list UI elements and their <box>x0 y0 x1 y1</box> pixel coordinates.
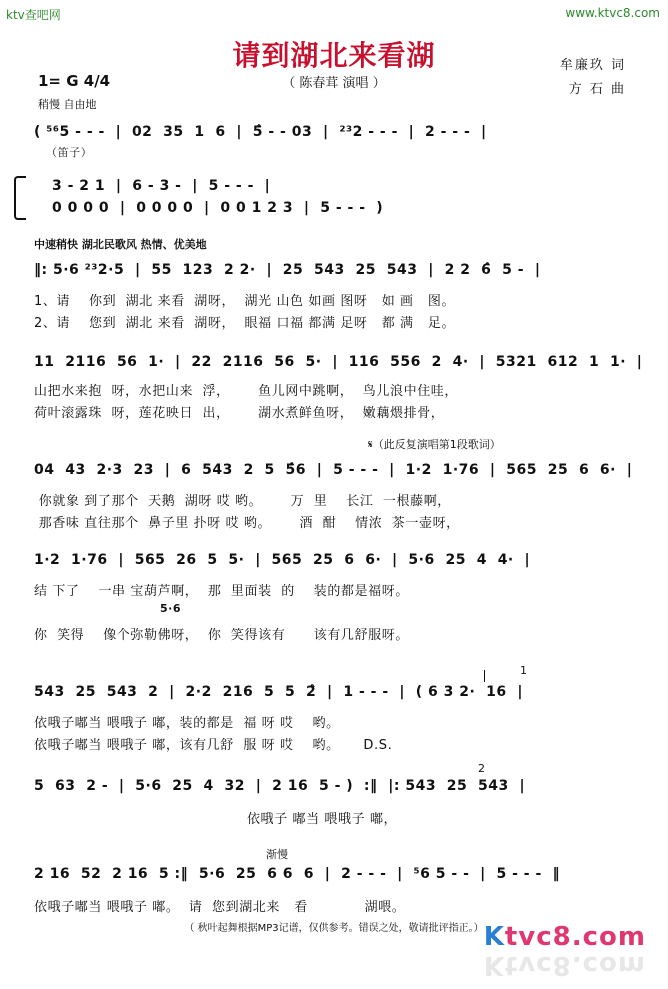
system-4-lyric-verse-1: 结 下了 一串 宝葫芦啊， 那 里面装 的 装的都是福呀。 <box>34 584 409 599</box>
site-label-left: ktv查吧网 <box>6 8 61 22</box>
system-6-lyric: 依哦子 嘟当 喂哦子 嘟， <box>34 812 398 827</box>
grace-notes: 5·6 <box>160 602 181 615</box>
system-4-lyric-verse-2: 你 笑得 像个弥勒佛呀， 你 笑得该有 该有几舒服呀。 <box>34 628 409 643</box>
logo-reflection: Ktvc8.com <box>483 950 646 980</box>
lyricist-credit: 牟廉玖 词 <box>559 58 626 73</box>
segno-repeat-note: 𝄋（此反复演唱第1段歌词） <box>368 438 501 451</box>
footer-note: （ 秋叶起舞根据MP3记谱，仅供参考。错误之处，敬请批评指正。） <box>184 923 484 934</box>
system-6-notes: 5 63 2 - | 5·6 25 4 32 | 2 16 5 - ) :‖ |: 543 25 543 | <box>34 778 526 794</box>
system-7-notes: 2 16 52 2 16 5 :‖ 5·6 25 6 6 6 | 2 - - - | ⁵6 5 - - | 5 - - - ‖ <box>34 866 561 882</box>
ktvc8-logo <box>484 922 646 952</box>
volta-bracket <box>484 670 485 682</box>
key-signature: 1= G 4/4 <box>38 72 111 90</box>
system-5-lyric-verse-2: 依哦子嘟当 喂哦子 嘟，该有几舒 服 呀 哎 哟。 D.S. <box>34 738 393 753</box>
section-marking: 中速稍快 湖北民歌风 热情、优美地 <box>34 238 207 251</box>
intro-notation-row: ( ⁵⁶5 - - - | 02 35 1 6 | 5̂ - - 03 | ²³2 - - - | 2 - - - | <box>34 124 487 140</box>
flute-label: （笛子） <box>46 146 93 159</box>
volta-2: 2 <box>478 762 485 775</box>
system-2-lyric-verse-2: 荷叶滚露珠 呀，莲花映日 出， 湖水煮鲜鱼呀， 嫩藕煨排骨， <box>34 406 445 421</box>
volta-1: 1 <box>520 664 527 677</box>
staff-brace <box>14 176 26 220</box>
song-title: 请到湖北来看湖 <box>232 39 436 72</box>
system-3-lyric-verse-1: 你就象 到了那个 天鹅 湖呀 哎 哟。 万 里 长江 一根藤啊， <box>34 494 451 509</box>
system-4-notes: 1·2 1·76 | 565 26 5 5· | 565 25 6 6· | 5·6 25 4 4· | <box>34 552 531 568</box>
intro-lower-voice: 0 0 0 0 | 0 0 0 0 | 0 0 1 2 3 | 5 - - - ) <box>52 200 384 216</box>
system-1-notes: ‖: 5·6 ²³2·5 | 55 123 2 2· | 25 543 25 543 | 2 2 6̂ 5 - | <box>34 262 541 278</box>
system-2-lyric-verse-1: 山把水来抱 呀，水把山来 浮， 鱼儿网中跳啊， 鸟儿浪中住哇， <box>34 384 458 399</box>
ritardando-marking: 渐慢 <box>266 848 288 861</box>
system-5-notes: 543 25 543 2 | 2·2 216 5 5 2̂ | 1 - - - | ( 6 3 2· 16 | <box>34 684 523 700</box>
system-1-lyric-verse-1: 1、请 你到 湖北 来看 湖呀， 湖光 山色 如画 图呀 如 画 图。 <box>34 294 456 309</box>
system-5-lyric-verse-1: 依哦子嘟当 喂哦子 嘟，装的都是 福 呀 哎 哟。 <box>34 716 340 731</box>
system-2-notes: 11 2116 56 1· | 22 2116 56 5· | 116 556 2 4· | 5321 612 1 1· | <box>34 354 643 370</box>
system-1-lyric-verse-2: 2、请 您到 湖北 来看 湖呀， 眼福 口福 都满 足呀 都 满 足。 <box>34 316 456 331</box>
intro-upper-voice: 3 - 2 1 | 6 - 3 - | 5 - - - | <box>52 178 271 194</box>
site-url-right: www.ktvc8.com <box>565 6 660 20</box>
system-3-lyric-verse-2: 那香味 直往那个 鼻子里 扑呀 哎 哟。 酒 酣 情浓 茶一壶呀， <box>34 516 460 531</box>
system-7-lyric: 依哦子嘟当 喂哦子 嘟。 请 您到湖北来 看 湖喂。 <box>34 900 406 915</box>
logo-rest: tvc8.com <box>504 922 646 952</box>
singer-line: （ 陈春茸 演唱 ） <box>282 76 386 91</box>
system-3-notes: 04 43 2·3 23 | 6 543 2 5 5̂6 | 5 - - - | 1·2 1·76 | 565 25 6 6· | <box>34 462 633 478</box>
tempo-intro: 稍慢 自由地 <box>38 98 97 111</box>
composer-credit: 方 石 曲 <box>568 82 626 97</box>
logo-k: K <box>483 922 505 952</box>
